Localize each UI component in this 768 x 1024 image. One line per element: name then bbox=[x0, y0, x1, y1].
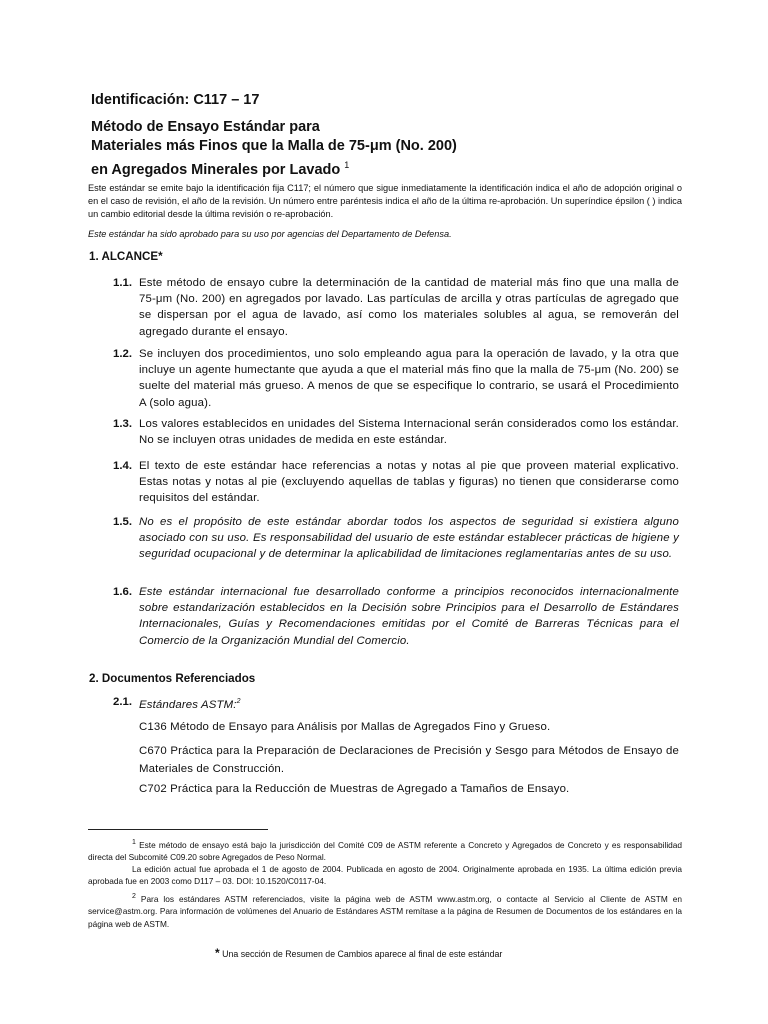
footnote-2-mark: 2 bbox=[132, 893, 136, 900]
item-text: Este estándar internacional fue desarrollado conforme a principios reconocidos internacionalmente sobre estandarización establecidos en la Decisión sobre Principios para el Desarrollo de Estándares Internacionales, Guías y Recomendaciones emitidas por el Comité de Barreras Técnicas para el Comercio de la Organización Mundial del Comercio. bbox=[139, 586, 679, 647]
section-item-1-4 bbox=[113, 458, 679, 507]
footnote-star bbox=[215, 946, 502, 960]
item-text: El texto de este estándar hace referencias a notas y notas al pie que proveen material explicativo. Estas notas y notas al pie (excluyendo aquellas de tablas y figuras) no tienen que considerarse como requisitos del estándar. bbox=[139, 460, 679, 505]
item-text: Los valores establecidos en unidades del Sistema Internacional serán considerados como los estándar. No se incluyen otras unidades de medida en este estándar. bbox=[139, 418, 679, 447]
item-number: 1.6. bbox=[113, 586, 132, 598]
footnote-1 bbox=[88, 837, 682, 864]
footnote-1-text: Este método de ensayo está bajo la jurisdicción del Comité C09 de ASTM referente a Concreto y Agregados de Concreto y es responsabilidad directa del Subcomité C09.20 sobre Agregados de Peso Normal. bbox=[88, 839, 682, 863]
footnote-star-mark: * bbox=[215, 946, 220, 960]
item-text: Se incluyen dos procedimientos, uno solo empleando agua para la operación de lavado, y la otra que incluye un agente humectante que ayuda a que el material más fino que la malla de 75-μm (No. 200) se suelte del material más grueso. A menos de que se especifique lo contrario, se usará el Procedimiento A (solo agua). bbox=[139, 348, 679, 409]
reference-c670: C670 Práctica para la Preparación de Declaraciones de Precisión y Sesgo para Métodos de Ensayo de Materiales de Construcción. bbox=[139, 745, 679, 775]
item-number: 1.4. bbox=[113, 460, 132, 472]
footnote-2-text: Para los estándares ASTM referenciados, visite la página web de ASTM www.astm.org, o contacte al Servicio al Cliente de ASTM en service@astm.org. Para información de volúmenes del Anuario de Estándares ASTM remítase a la página de Resumen de Documentos de los estándares en la página web de ASTM. bbox=[88, 893, 682, 929]
item-number: 1.5. bbox=[113, 516, 132, 528]
item-text: No es el propósito de este estándar abordar todos los aspectos de seguridad si existiera alguno asociado con su uso. Es responsabilidad del usuario de este estándar establecer prácticas de higiene y seguridad ocupacional y de determinar la aplicabilidad de limitaciones reglamentarias antes de su uso. bbox=[139, 516, 679, 561]
reference-c136: C136 Método de Ensayo para Análisis por Mallas de Agregados Fino y Grueso. bbox=[139, 721, 551, 733]
section-item-1-3 bbox=[113, 416, 679, 448]
item-text: Este método de ensayo cubre la determinación de la cantidad de material más fino que una malla de 75-μm (No. 200) en agregados por lavado. Las partículas de arcilla y otras partículas de agregado que se dispersan por el agua de lavado, así como los materiales solubles al agua, se removerán del agregado durante el ensayo. bbox=[139, 277, 679, 338]
section-item-1-2 bbox=[113, 346, 679, 411]
title-line-3: en Agregados Minerales por Lavado bbox=[91, 161, 341, 178]
footnote-star-text: Una sección de Resumen de Cambios aparece al final de este estándar bbox=[222, 949, 503, 959]
footnote-1-edition: La edición actual fue aprobada el 1 de agosto de 2004. Publicada en agosto de 2004. Originalmente aprobada en 1935. La última edición previa aprobada fue en 2003 como D117 – 03. DOI: 10.1520/C0117-04. bbox=[88, 864, 682, 887]
section-2-heading: 2. Documentos Referenciados bbox=[89, 672, 256, 685]
section-item-1-5 bbox=[113, 514, 679, 563]
item-footnote-mark: 2 bbox=[236, 698, 241, 705]
section-1-heading: 1. ALCANCE* bbox=[89, 250, 163, 263]
title-line-1: Método de Ensayo Estándar para bbox=[91, 119, 320, 135]
footnote-2 bbox=[88, 891, 682, 930]
footnote-1-mark: 1 bbox=[132, 839, 136, 846]
footnote-divider bbox=[88, 829, 268, 830]
item-number: 1.2. bbox=[113, 348, 132, 360]
title-footnote-mark: 1 bbox=[344, 160, 350, 170]
item-number: 1.1. bbox=[113, 277, 132, 289]
item-number: 1.3. bbox=[113, 418, 132, 430]
document-title bbox=[91, 118, 691, 180]
section-item-1-6 bbox=[113, 584, 679, 649]
document-identification: Identificación: C117 – 17 bbox=[91, 92, 260, 108]
item-number: 2.1. bbox=[113, 696, 132, 708]
item-text: Estándares ASTM: bbox=[139, 698, 237, 711]
section-item-1-1 bbox=[113, 275, 679, 340]
reference-c702: C702 Práctica para la Reducción de Muestras de Agregado a Tamaños de Ensayo. bbox=[139, 783, 570, 795]
defense-approval-note: Este estándar ha sido aprobado para su uso por agencias del Departamento de Defensa. bbox=[88, 229, 452, 239]
title-line-2: Materiales más Finos que la Malla de 75-μm (No. 200) bbox=[91, 138, 457, 154]
section-item-2-1 bbox=[113, 694, 679, 713]
intro-paragraph: Este estándar se emite bajo la identificación fija C117; el número que sigue inmediatamente la identificación indica el año de adopción original o en el caso de revisión, el año de la revisión. Un número entre paréntesis indica el año de la última re-aprobación. Un superíndice épsilon ( ) indica un cambio editorial desde la última revisión o re-aprobación. bbox=[88, 183, 682, 220]
